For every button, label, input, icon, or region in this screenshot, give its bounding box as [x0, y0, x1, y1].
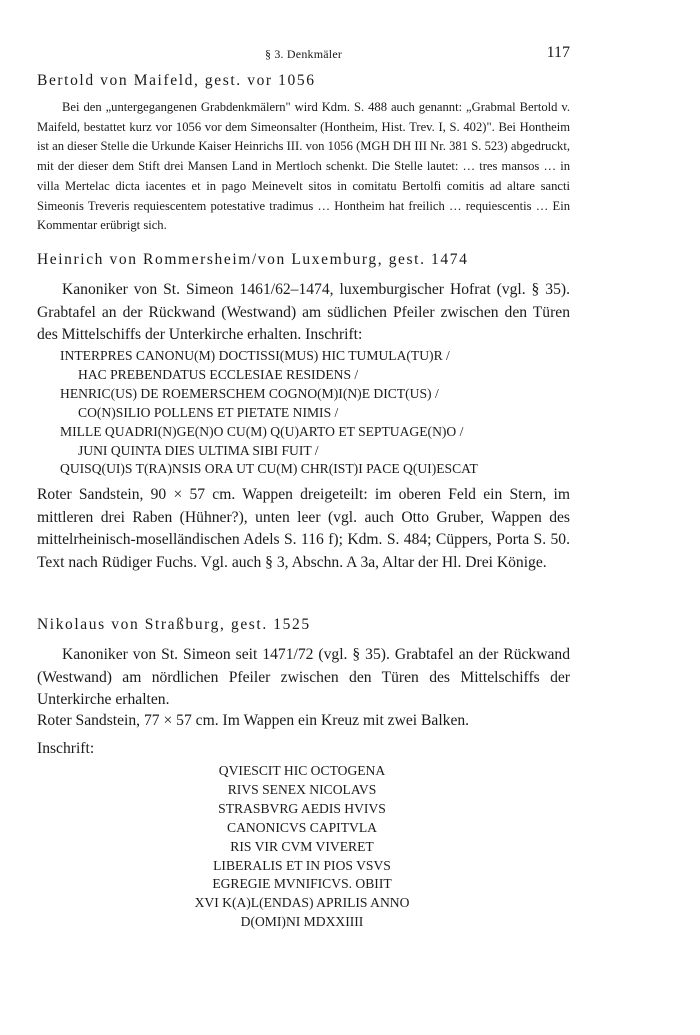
- inscription-line: STRASBVRG AEDIS HVIVS: [218, 800, 386, 816]
- entry-heinrich-paragraph-1: Kanoniker von St. Simeon 1461/62–1474, luxemburgischer Hofrat (vgl. § 35). Grabtafel an der Rückwand (Westwand) am südlichen Pfeiler zwischen den Türen des Mittelschiffs der Unterkirche erhalten. Inschrift:: [37, 281, 570, 343]
- inscription-line: MILLE QUADRI(N)GE(N)O CU(M) Q(U)ARTO ET SEPTUAGE(N)O /: [60, 423, 464, 439]
- inscription-nikolaus: [187, 762, 417, 932]
- running-title: § 3. Denkmäler: [264, 47, 343, 61]
- inscription-line: LIBERALIS ET IN PIOS VSVS: [213, 857, 391, 873]
- entry-title-nikolaus: Nikolaus von Straßburg, gest. 1525: [37, 616, 311, 633]
- inscription-line: QVIESCIT HIC OCTOGENA: [218, 763, 386, 778]
- inscription-line: INTERPRES CANONU(M) DOCTISSI(MUS) HIC TUMULA(TU)R /: [60, 348, 450, 363]
- inscription-line: XVI K(A)L(ENDAS) APRILIS ANNO: [194, 895, 410, 911]
- entry-nikolaus-paragraph-2: Roter Sandstein, 77 × 57 cm. Im Wappen ein Kreuz mit zwei Balken.: [37, 712, 470, 729]
- entry-nikolaus-paragraph-1: Kanoniker von St. Simeon seit 1471/72 (vgl. § 35). Grabtafel an der Rückwand (Westwand) am nördlichen Pfeiler zwischen den Türen des Mittelschiffs der Unterkirche erhalten.: [37, 646, 570, 708]
- inscription-label: Inschrift:: [37, 740, 95, 757]
- inscription-line: D(OMI)NI MDXXIIII: [240, 914, 364, 930]
- inscription-line: EGREGIE MVNIFICVS. OBIIT: [212, 876, 392, 892]
- entry-title-bertold: Bertold von Maifeld, gest. vor 1056: [37, 72, 316, 89]
- inscription-heinrich: [60, 347, 580, 479]
- inscription-line: JUNI QUINTA DIES ULTIMA SIBI FUIT /: [78, 442, 319, 458]
- entry-heinrich-paragraph-2: Roter Sandstein, 90 × 57 cm. Wappen dreigeteilt: im oberen Feld ein Stern, im mittleren drei Raben (Hühner?), unten leer (vgl. auch Otto Gruber, Wappen des mittelrheinisch-moselländischen Adels S. 116 f); Kdm. S. 484; Cüppers, Porta S. 50. Text nach Rüdiger Fuchs. Vgl. auch § 3, Abschn. A 3a, Altar der Hl. Drei Könige.: [37, 486, 570, 571]
- entry-title-heinrich: Heinrich von Rommersheim/von Luxemburg, gest. 1474: [37, 251, 469, 268]
- running-head: [37, 44, 570, 64]
- inscription-line: CO(N)SILIO POLLENS ET PIETATE NIMIS /: [78, 404, 339, 420]
- inscription-line: HENRIC(US) DE ROEMERSCHEM COGNO(M)I(N)E DICT(US) /: [60, 385, 439, 401]
- inscription-line: HAC PREBENDATUS ECCLESIAE RESIDENS /: [78, 366, 359, 382]
- page-number: 117: [546, 44, 570, 61]
- inscription-line: QUISQ(UI)S T(RA)NSIS ORA UT CU(M) CHR(IST)I PACE Q(UI)ESCAT: [60, 461, 478, 477]
- entry-bertold-paragraph: Bei den „untergegangenen Grabdenkmälern" wird Kdm. S. 488 auch genannt: „Grabmal Bertold v. Maifeld, bestattet kurz vor 1056 vor dem Simeonsalter (Hontheim, Hist. Trev. I, S. 402)". Bei Hontheim ist an dieser Stelle die Urkunde Kaiser Heinrichs III. von 1056 (MGH DH III Nr. 381 S. 523) abgedruckt, mit der dieser dem Stift drei Mansen Land in Mertloch schenkt. Die Stelle lautet: … tres mansos … in villa Mertelac dicta iacentes et in pago Meinevelt sitos in comitatu Bertolfi comitis ad altare sancti Simeonis Treveris requiescentem potestative tradimus … Hontheim hat freilich … requiescentis … Ein Kommentar erübrigt sich.: [37, 100, 570, 233]
- inscription-line: RIVS SENEX NICOLAVS: [227, 781, 377, 797]
- inscription-line: CANONICVS CAPITVLA: [227, 819, 377, 835]
- inscription-line: RIS VIR CVM VIVERET: [230, 838, 374, 854]
